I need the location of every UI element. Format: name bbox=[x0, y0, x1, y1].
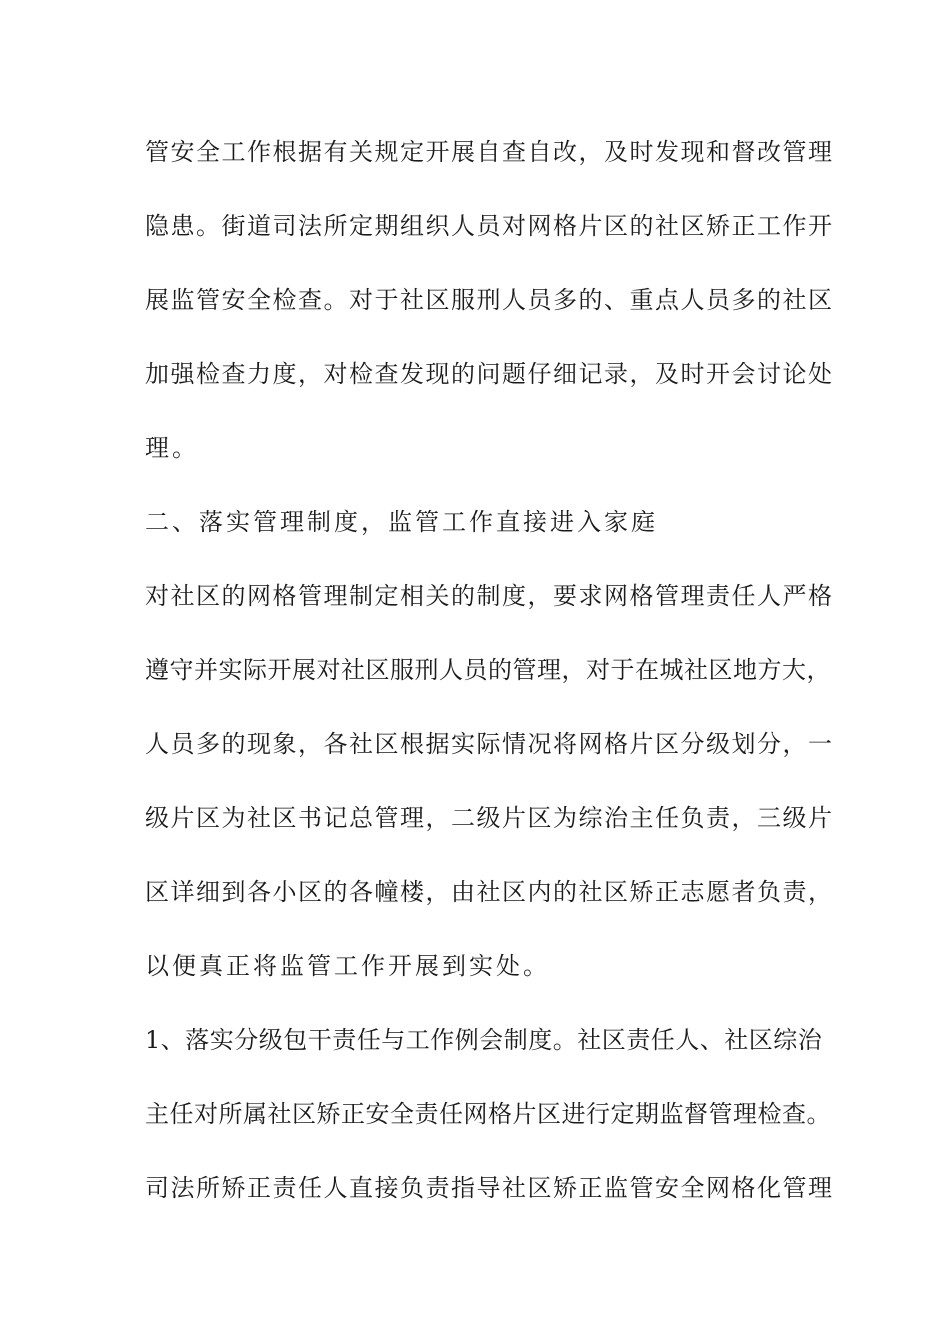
paragraph-line: 1、落实分级包干责任与工作例会制度。社区责任人、社区综治 bbox=[145, 1026, 823, 1054]
paragraph-line: 级片区为社区书记总管理，二级片区为综治主任负责，三级片 bbox=[145, 804, 834, 832]
paragraph-line: 以便真正将监管工作开展到实处。 bbox=[145, 952, 550, 980]
paragraph-line: 遵守并实际开展对社区服刑人员的管理，对于在城社区地方大， bbox=[145, 656, 831, 684]
paragraph-line: 司法所矫正责任人直接负责指导社区矫正监管安全网格化管理 bbox=[145, 1174, 834, 1202]
paragraph-line: 主任对所属社区矫正安全责任网格片区进行定期监督管理检查。 bbox=[145, 1100, 831, 1128]
paragraph-line: 隐患。街道司法所定期组织人员对网格片区的社区矫正工作开 bbox=[145, 212, 834, 240]
paragraph-line: 展监管安全检查。对于社区服刑人员多的、重点人员多的社区 bbox=[145, 286, 834, 314]
paragraph-line: 区详细到各小区的各幢楼，由社区内的社区矫正志愿者负责， bbox=[145, 878, 834, 906]
paragraph-line: 管安全工作根据有关规定开展自查自改，及时发现和督改管理 bbox=[145, 138, 834, 166]
paragraph-line: 加强检查力度，对检查发现的问题仔细记录，及时开会讨论处 bbox=[145, 360, 834, 388]
paragraph-line: 人员多的现象，各社区根据实际情况将网格片区分级划分，一 bbox=[145, 730, 834, 758]
paragraph-line: 理。 bbox=[145, 434, 199, 462]
section-heading: 二、落实管理制度，监管工作直接进入家庭 bbox=[145, 508, 658, 536]
paragraph-line: 对社区的网格管理制定相关的制度，要求网格管理责任人严格 bbox=[145, 582, 834, 610]
